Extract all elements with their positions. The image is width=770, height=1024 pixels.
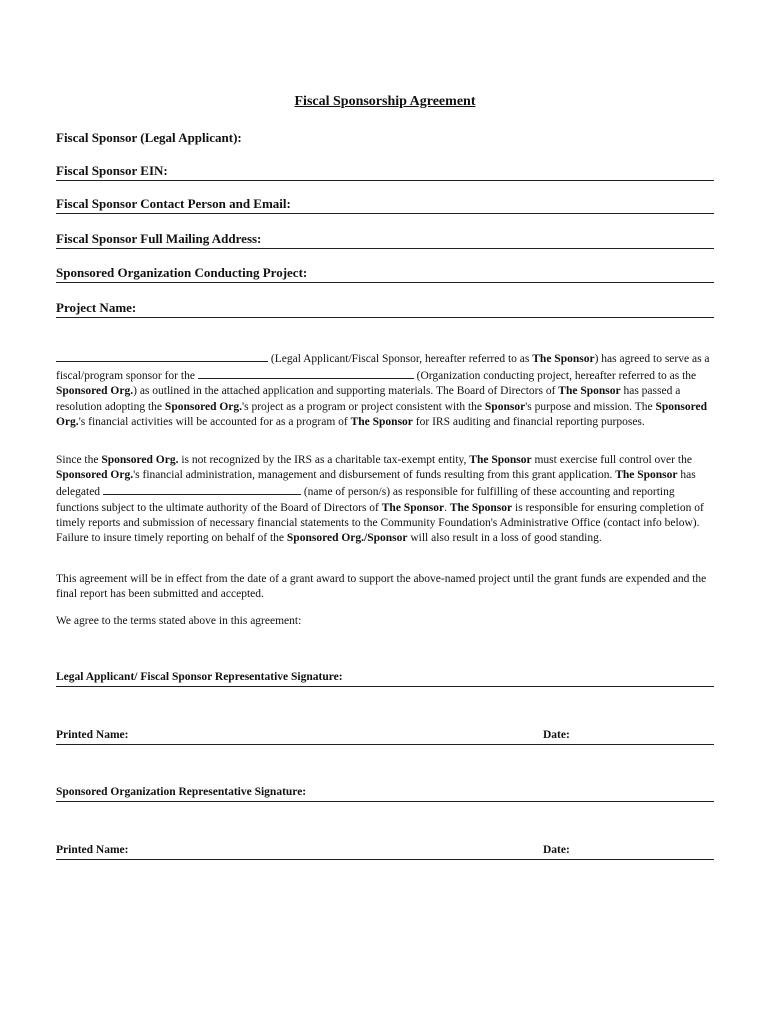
delegate-name-blank bbox=[103, 483, 301, 495]
date-label-2: Date: bbox=[543, 844, 570, 856]
paragraph-financial-control: Since the Sponsored Org. is not recognized by the IRS as a charitable tax-exempt entity, The Sponsor must exercise full control over the Sponsored Org.'s financial administration, management and disbursement of funds resulting from this grant application. The Sponsor has delegated (name of person/s) as responsible for fulfilling of these accounting and reporting functions subject to the ultimate authority of the Board of Directors of The Sponsor. The Sponsor is responsible for ensuring completion of timely reports and submission of necessary financial statements to the Community Foundation's Administrative Office (contact info below). Failure to insure timely reporting on behalf of the Sponsored Org./Sponsor will also result in a loss of good standing. bbox=[56, 454, 704, 545]
printed-name-label-2: Printed Name: bbox=[56, 844, 129, 856]
document-title: Fiscal Sponsorship Agreement bbox=[294, 94, 476, 109]
printed-name-line-2 bbox=[56, 843, 714, 860]
project-name-field: Project Name: bbox=[56, 300, 714, 318]
paragraph-sponsor-role: (Legal Applicant/Fiscal Sponsor, hereafter referred to as The Sponsor) has agreed to serve as a fiscal/program sponsor for the (Organization conducting project, hereafter referred to as the Sponsored Org.) as outlined in the attached application and supporting materials. The Board of Directors of The Sponsor has passed a resolution adopting the Sponsored Org.'s project as a program or project consistent with the Sponsor's purpose and mission. The Sponsored Org.'s financial activities will be accounted for as a program of The Sponsor for IRS auditing and financial reporting purposes. bbox=[56, 350, 716, 430]
organization-name-blank bbox=[198, 367, 414, 379]
paragraph-term: This agreement will be in effect from the date of a grant award to support the above-named project until the grant funds are expended and the final report has been submitted and accepted. bbox=[56, 573, 707, 601]
sponsor-signature-label: Legal Applicant/ Fiscal Sponsor Representative Signature: bbox=[56, 671, 343, 683]
printed-name-line-1 bbox=[56, 728, 714, 745]
sponsor-name-blank bbox=[56, 350, 268, 362]
org-signature-line bbox=[56, 785, 714, 802]
contact-field: Fiscal Sponsor Contact Person and Email: bbox=[56, 196, 714, 214]
address-field: Fiscal Sponsor Full Mailing Address: bbox=[56, 231, 714, 249]
paragraph-agree: We agree to the terms stated above in this agreement: bbox=[56, 615, 302, 627]
sponsor-signature-line bbox=[56, 670, 714, 687]
ein-field: Fiscal Sponsor EIN: bbox=[56, 163, 714, 181]
org-signature-label: Sponsored Organization Representative Signature: bbox=[56, 786, 307, 798]
fiscal-sponsor-field: Fiscal Sponsor (Legal Applicant): bbox=[56, 130, 242, 145]
date-label-1: Date: bbox=[543, 729, 570, 741]
printed-name-label-1: Printed Name: bbox=[56, 729, 129, 741]
sponsored-org-field: Sponsored Organization Conducting Project: bbox=[56, 265, 714, 283]
